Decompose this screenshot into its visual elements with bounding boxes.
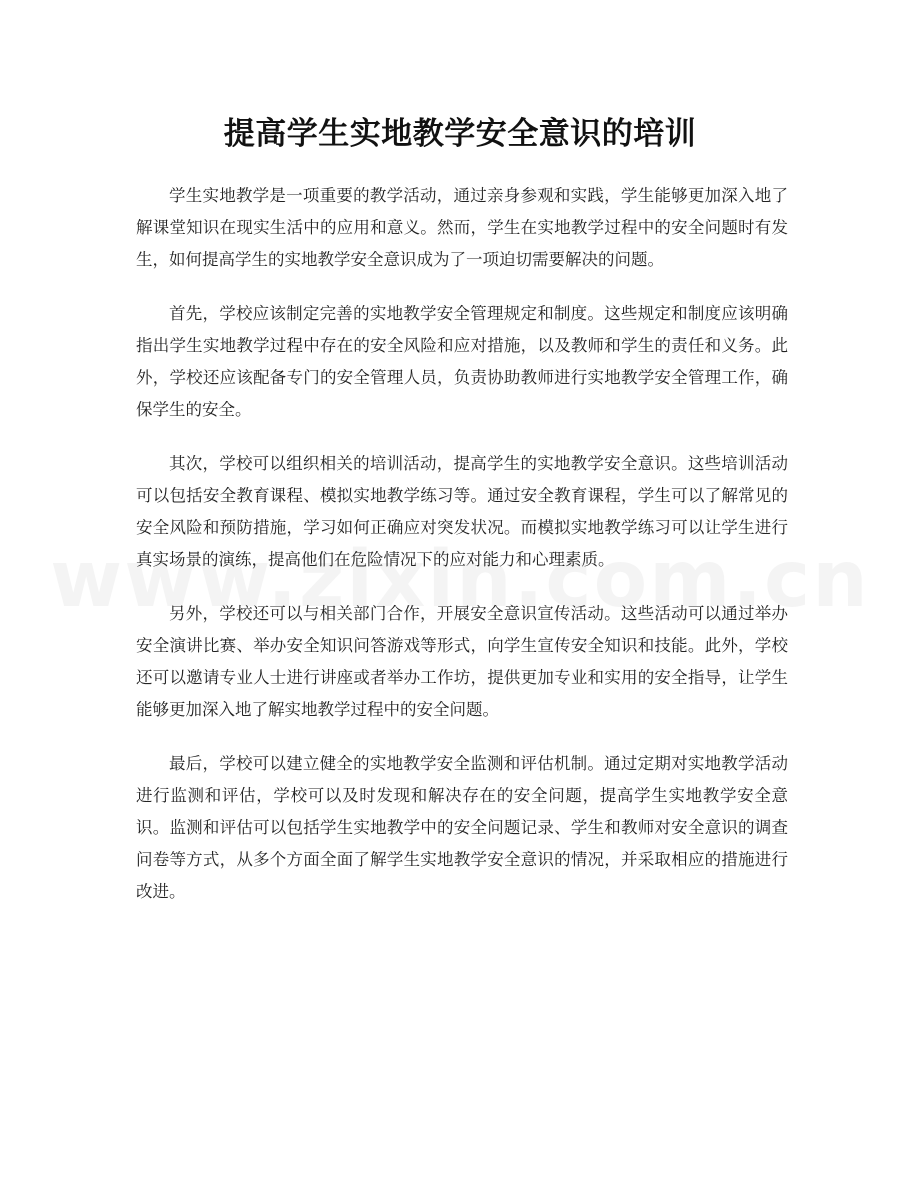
document-title: 提高学生实地教学安全意识的培训 — [223, 116, 697, 152]
document-body — [136, 180, 788, 930]
paragraph-first: 首先，学校应该制定完善的实地教学安全管理规定和制度。这些规定和制度应该明确指出学生实地教学过程中存在的安全风险和应对措施，以及教师和学生的责任和义务。此外，学校还应该配备专门的安全管理人员，负责协助教师进行实地教学安全管理工作，确保学生的安全。 — [136, 304, 788, 419]
paragraph-third: 另外，学校还可以与相关部门合作，开展安全意识宣传活动。这些活动可以通过举办安全演讲比赛、举办安全知识问答游戏等形式，向学生宣传安全知识和技能。此外，学校还可以邀请专业人士进行讲座或者举办工作坊，提供更加专业和实用的安全指导，让学生能够更加深入地了解实地教学过程中的安全问题。 — [136, 604, 788, 719]
paragraph-intro: 学生实地教学是一项重要的教学活动，通过亲身参观和实践，学生能够更加深入地了解课堂知识在现实生活中的应用和意义。然而，学生在实地教学过程中的安全问题时有发生，如何提高学生的实地教学安全意识成为了一项迫切需要解决的问题。 — [136, 186, 788, 269]
paragraph-last: 最后，学校可以建立健全的实地教学安全监测和评估机制。通过定期对实地教学活动进行监测和评估，学校可以及时发现和解决存在的安全问题，提高学生实地教学安全意识。监测和评估可以包括学生实地教学中的安全问题记录、学生和教师对安全意识的调查问卷等方式，从多个方面全面了解学生实地教学安全意识的情况，并采取相应的措施进行改进。 — [136, 754, 788, 901]
paragraph-second: 其次，学校可以组织相关的培训活动，提高学生的实地教学安全意识。这些培训活动可以包括安全教育课程、模拟实地教学练习等。通过安全教育课程，学生可以了解常见的安全风险和预防措施，学习如何正确应对突发状况。而模拟实地教学练习可以让学生进行真实场景的演练，提高他们在危险情况下的应对能力和心理素质。 — [136, 454, 788, 569]
